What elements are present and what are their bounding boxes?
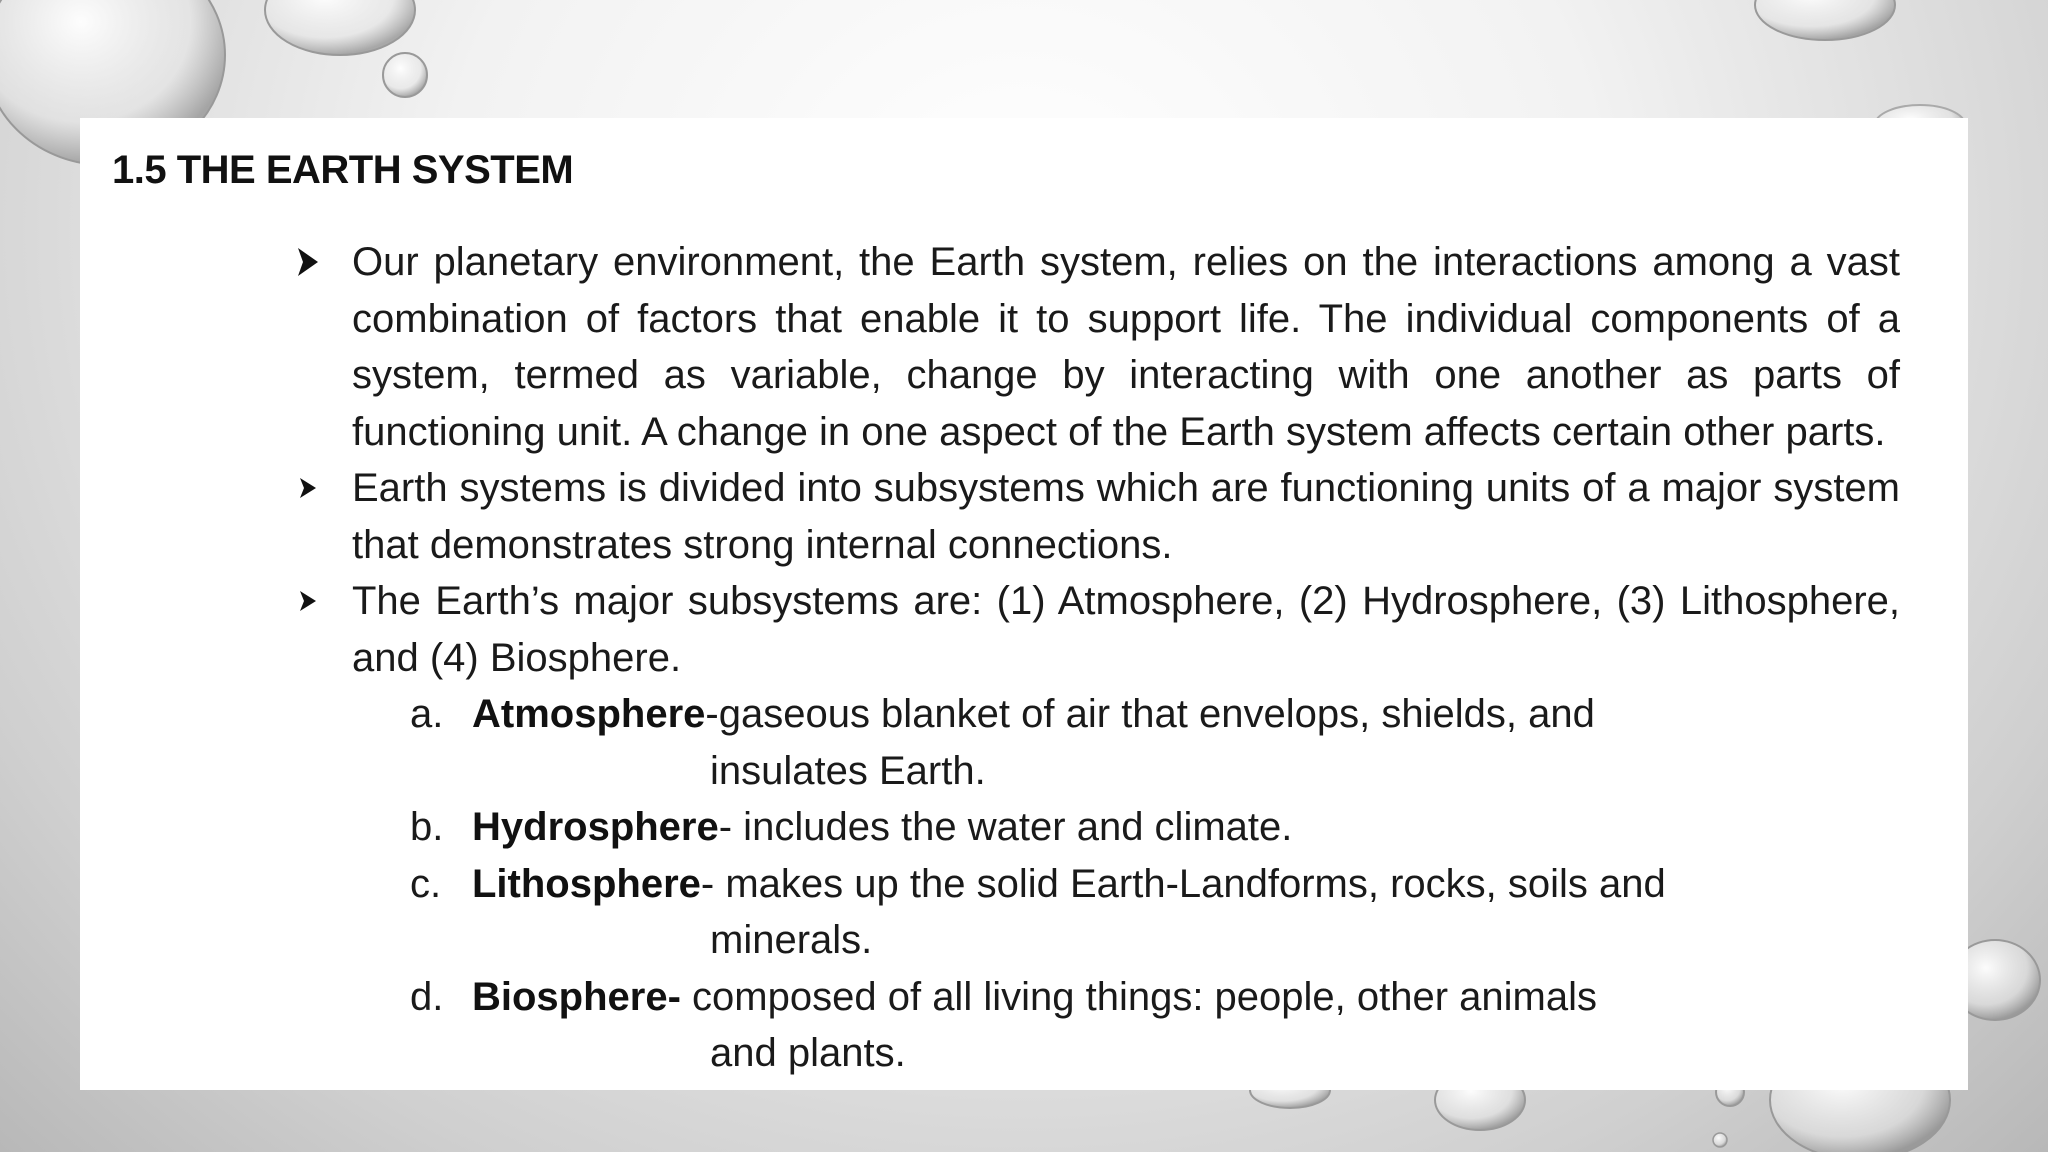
subsystem-item-hydrosphere xyxy=(410,799,1710,856)
subsystem-list xyxy=(410,686,1710,1082)
subsystem-description-continued: and plants. xyxy=(710,1031,906,1075)
arrow-bullet-icon xyxy=(288,573,328,629)
subsystem-description-continued: minerals. xyxy=(710,918,873,962)
slide-heading: 1.5 THE EARTH SYSTEM xyxy=(112,148,574,192)
bullet-list xyxy=(280,234,1900,686)
subsystem-term: Biosphere- xyxy=(472,974,681,1019)
subsystem-item-biosphere xyxy=(410,969,1710,1082)
bullet-text: Earth systems is divided into subsystems which are functioning units of a major system that demonstrates strong internal connections. xyxy=(352,466,1900,567)
bullet-item xyxy=(280,573,1900,686)
subsystem-item-lithosphere xyxy=(410,856,1710,969)
bullet-item xyxy=(280,460,1900,573)
list-marker: b. xyxy=(410,805,444,849)
subsystem-description: composed of all living things: people, other animals xyxy=(680,974,1598,1019)
subsystem-description-continued: insulates Earth. xyxy=(710,748,986,793)
subsystem-description: - includes the water and climate. xyxy=(718,805,1293,849)
subsystem-term: Lithosphere xyxy=(472,861,701,906)
bullet-text: Our planetary environment, the Earth system, relies on the interactions among a vast combination of factors that enable it to support life. The individual components of a system, termed as variable, change by interacting with one another as parts of functioning unit. A change in one aspect of the Earth system affects certain other parts. xyxy=(352,240,1900,454)
arrow-bullet-icon xyxy=(288,234,328,290)
subsystem-description: -gaseous blanket of air that envelops, shields, and xyxy=(705,692,1595,736)
list-marker: a. xyxy=(410,692,444,736)
subsystem-description: - makes up the solid Earth-Landforms, rocks, soils and xyxy=(700,861,1666,906)
list-marker: c. xyxy=(410,861,442,906)
subsystem-term: Hydrosphere xyxy=(472,805,719,849)
list-marker: d. xyxy=(410,974,444,1019)
subsystem-item-atmosphere xyxy=(410,686,1710,799)
bullet-item xyxy=(280,234,1900,460)
bullet-text: The Earth’s major subsystems are: (1) Atmosphere, (2) Hydrosphere, (3) Lithosphere, and (4) Biosphere. xyxy=(352,579,1900,680)
subsystem-term: Atmosphere xyxy=(472,692,706,736)
arrow-bullet-icon xyxy=(288,460,328,516)
